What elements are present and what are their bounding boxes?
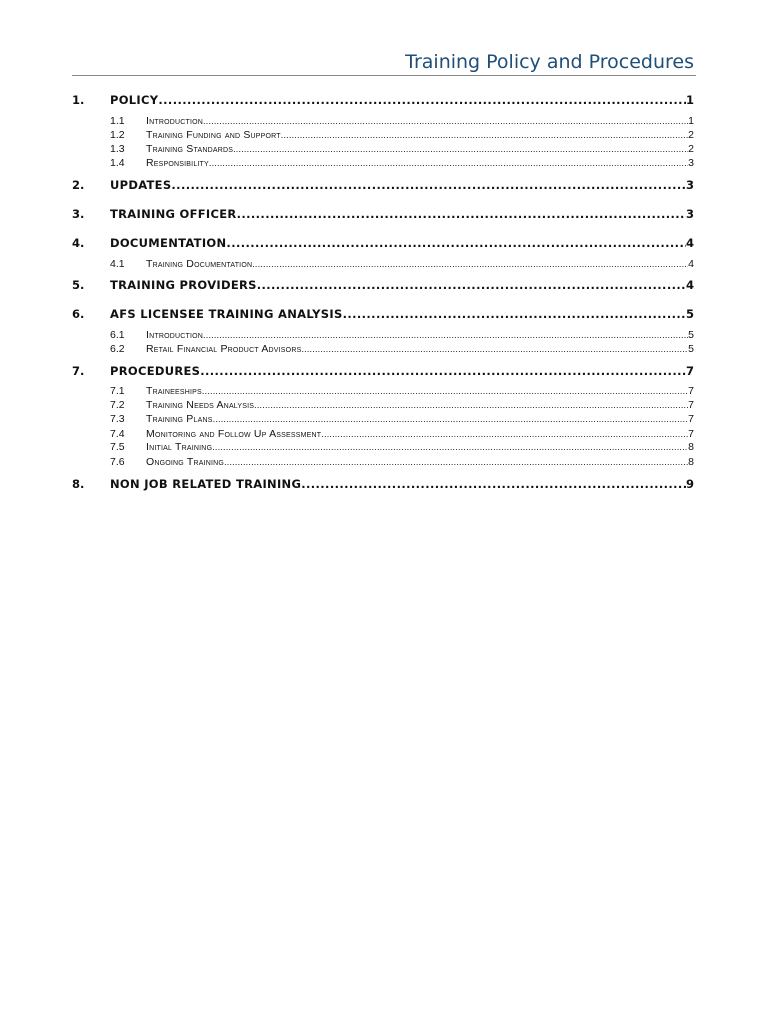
- toc-entry[interactable]: [72, 305, 694, 323]
- toc-entry-page: 7: [688, 428, 694, 440]
- toc-entry-page: 4: [685, 278, 694, 292]
- toc-entry-label: Ongoing Training: [146, 456, 225, 468]
- toc-entry-number: 3.: [72, 207, 85, 221]
- toc-entry-number: 7.: [72, 364, 85, 378]
- toc-dot-leader: [212, 440, 688, 454]
- toc-entry-page: 5: [685, 307, 694, 321]
- toc-entry-page: 8: [688, 456, 694, 468]
- toc-entry-page: 9: [685, 477, 694, 491]
- toc-entry-page: 7: [688, 385, 694, 397]
- toc-entry[interactable]: [72, 342, 694, 356]
- toc-entry[interactable]: [72, 234, 694, 252]
- toc-dot-leader: [257, 276, 686, 294]
- toc-entry-label: DOCUMENTATION: [110, 236, 227, 250]
- toc-entry-label: PROCEDURES: [110, 364, 201, 378]
- toc-dot-leader: [202, 384, 688, 398]
- toc-entry-page: 5: [688, 343, 694, 355]
- toc-entry[interactable]: [72, 276, 694, 294]
- toc-entry-page: 3: [685, 178, 694, 192]
- toc-entry-number: 7.2: [110, 399, 125, 411]
- toc-entry[interactable]: [72, 455, 694, 469]
- toc-entry-label: TRAINING PROVIDERS: [110, 278, 257, 292]
- toc-dot-leader: [254, 398, 688, 412]
- toc-dot-leader: [301, 342, 688, 356]
- toc-dot-leader: [226, 234, 686, 252]
- toc-entry-page: 5: [688, 329, 694, 341]
- toc-entry-label: Training Needs Analysis: [146, 399, 255, 411]
- toc-entry[interactable]: [72, 412, 694, 426]
- toc-entry-page: 2: [688, 143, 694, 155]
- toc-dot-leader: [209, 156, 688, 170]
- toc-entry-number: 5.: [72, 278, 85, 292]
- toc-entry-number: 1.4: [110, 157, 125, 169]
- toc-entry-label: Training Plans: [146, 413, 213, 425]
- toc-entry-number: 1.1: [110, 115, 125, 127]
- toc-entry[interactable]: [72, 257, 694, 271]
- toc-entry[interactable]: [72, 427, 694, 441]
- document-title: Training Policy and Procedures: [405, 51, 694, 73]
- toc-entry-label: Training Funding and Support: [146, 129, 281, 141]
- toc-entry-label: Introduction: [146, 329, 204, 341]
- toc-entry[interactable]: [72, 156, 694, 170]
- toc-dot-leader: [213, 412, 689, 426]
- toc-dot-leader: [237, 205, 686, 223]
- toc-entry[interactable]: [72, 398, 694, 412]
- toc-entry-number: 6.1: [110, 329, 125, 341]
- toc-entry-number: 6.2: [110, 343, 125, 355]
- toc-entry-label: Monitoring and Follow Up Assessment: [146, 428, 322, 440]
- toc-entry-number: 1.: [72, 93, 85, 107]
- toc-entry-number: 4.1: [110, 258, 125, 270]
- toc-entry[interactable]: [72, 128, 694, 142]
- toc-entry[interactable]: [72, 328, 694, 342]
- toc-entry-label: TRAINING OFFICER: [110, 207, 237, 221]
- toc-dot-leader: [203, 114, 688, 128]
- toc-entry[interactable]: [72, 475, 694, 493]
- toc-entry-label: Training Standards: [146, 143, 234, 155]
- toc-entry[interactable]: [72, 91, 694, 109]
- toc-entry-page: 3: [688, 157, 694, 169]
- toc-entry-page: 4: [685, 236, 694, 250]
- toc-dot-leader: [158, 91, 686, 109]
- toc-entry-label: Responsibility: [146, 157, 209, 169]
- toc-entry[interactable]: [72, 142, 694, 156]
- toc-entry[interactable]: [72, 362, 694, 380]
- toc-entry-number: 7.3: [110, 413, 125, 425]
- toc-entry-number: 8.: [72, 477, 85, 491]
- toc-dot-leader: [203, 328, 688, 342]
- toc-entry[interactable]: [72, 114, 694, 128]
- toc-entry-number: 7.4: [110, 428, 125, 440]
- toc-entry-page: 3: [685, 207, 694, 221]
- toc-entry[interactable]: [72, 384, 694, 398]
- toc-entry-label: POLICY: [110, 93, 159, 107]
- toc-entry-number: 4.: [72, 236, 85, 250]
- toc-entry-number: 2.: [72, 178, 85, 192]
- toc-entry-label: UPDATES: [110, 178, 172, 192]
- toc-entry-label: Introduction: [146, 115, 204, 127]
- toc-entry-number: 1.2: [110, 129, 125, 141]
- toc-dot-leader: [233, 142, 688, 156]
- toc-entry-page: 8: [688, 441, 694, 453]
- toc-entry-label: Traineeships: [146, 385, 202, 397]
- toc-entry-number: 7.5: [110, 441, 125, 453]
- toc-entry-label: Training Documentation: [146, 258, 253, 270]
- toc-entry-page: 2: [688, 129, 694, 141]
- toc-dot-leader: [343, 305, 686, 323]
- toc-dot-leader: [224, 455, 688, 469]
- toc-entry-page: 7: [685, 364, 694, 378]
- toc-dot-leader: [200, 362, 686, 380]
- toc-entry-label: AFS LICENSEE TRAINING ANALYSIS: [110, 307, 343, 321]
- toc-entry-number: 6.: [72, 307, 85, 321]
- toc-entry-page: 7: [688, 399, 694, 411]
- toc-entry-number: 7.6: [110, 456, 125, 468]
- toc-dot-leader: [252, 257, 688, 271]
- toc-entry-label: Retail Financial Product Advisors: [146, 343, 302, 355]
- toc-dot-leader: [321, 427, 688, 441]
- toc-entry[interactable]: [72, 176, 694, 194]
- toc-entry[interactable]: [72, 205, 694, 223]
- toc-entry-number: 1.3: [110, 143, 125, 155]
- toc-entry-page: 7: [688, 413, 694, 425]
- toc-dot-leader: [281, 128, 688, 142]
- toc-dot-leader: [171, 176, 686, 194]
- toc-entry-number: 7.1: [110, 385, 125, 397]
- toc-entry-page: 1: [685, 93, 694, 107]
- toc-entry-label: NON JOB RELATED TRAINING: [110, 477, 302, 491]
- toc-entry-label: Initial Training: [146, 441, 213, 453]
- toc-entry[interactable]: [72, 440, 694, 454]
- toc-dot-leader: [301, 475, 686, 493]
- toc-entry-page: 4: [688, 258, 694, 270]
- toc-entry-page: 1: [688, 115, 694, 127]
